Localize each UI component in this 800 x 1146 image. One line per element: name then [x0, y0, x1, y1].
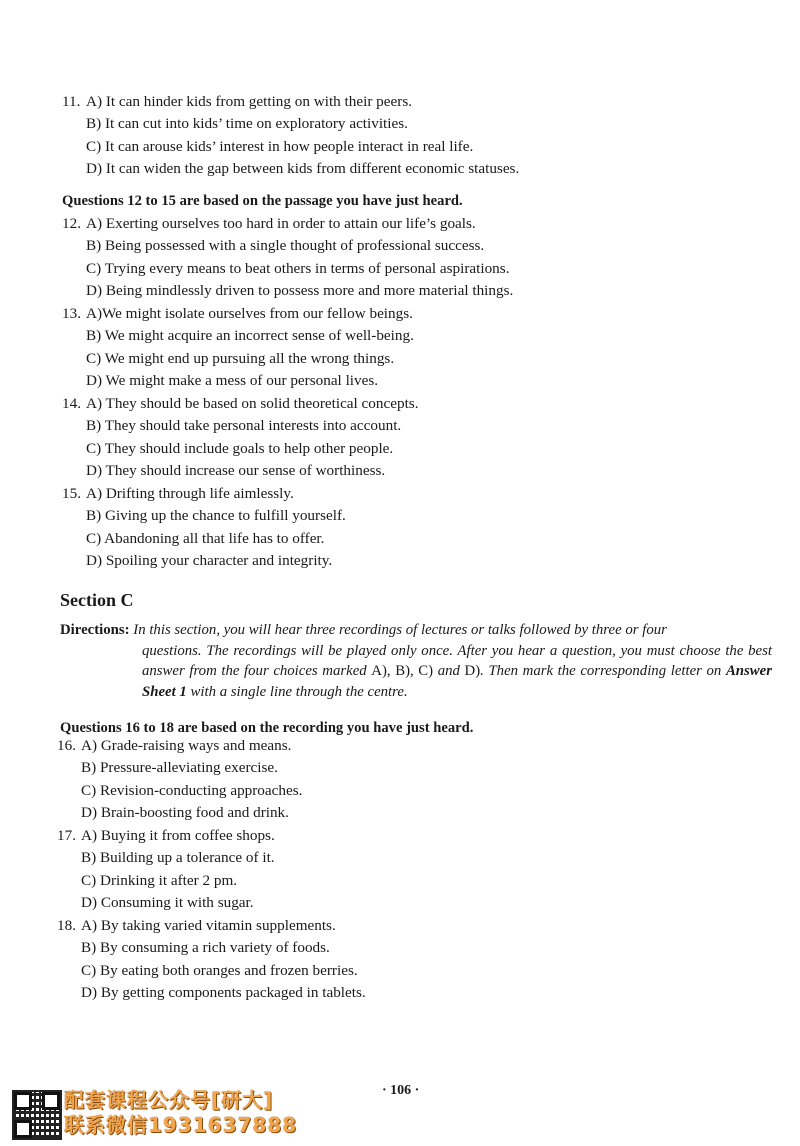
qr-finder-mark — [14, 1120, 32, 1138]
option-b: B) Building up a tolerance of it. — [81, 849, 275, 867]
option-a: A) They should be based on solid theoretical concepts. — [86, 395, 419, 412]
question-number: 13. — [62, 305, 81, 322]
option-a: A) Exerting ourselves too hard in order to attain our life’s goals. — [86, 215, 476, 232]
option-b: B) It can cut into kids’ time on exploratory activities. — [86, 115, 408, 133]
option-a: A) By taking varied vitamin supplements. — [81, 917, 336, 934]
option-c: C) Drinking it after 2 pm. — [81, 871, 238, 889]
directions-line-1: In this section, you will hear three recordings of lectures or talks followed by three or four — [133, 622, 667, 638]
qr-finder-mark — [14, 1092, 32, 1110]
question-number: 14. — [62, 395, 81, 412]
option-c: C) Trying every means to beat others in terms of personal aspirations. — [86, 259, 510, 277]
option-b: B) They should take personal interests into account. — [86, 417, 402, 435]
option-c: C) Revision-conducting approaches. — [81, 781, 303, 799]
option-a: A)We might isolate ourselves from our fellow beings. — [86, 305, 413, 322]
option-a: A) It can hinder kids from getting on with their peers. — [86, 93, 413, 110]
question-17 — [57, 825, 757, 915]
question-number: 15. — [62, 485, 81, 502]
option-d: D) Spoiling your character and integrity. — [86, 552, 333, 570]
directions-text-1: questions. The recordings will be played only once. After you hear a question, you must choose the best answer from the four choices marked — [142, 642, 772, 679]
option-b: B) Giving up the chance to fulfill yourself. — [86, 507, 346, 525]
question-number: 17. — [57, 827, 76, 844]
option-d: D) It can widen the gap between kids from different economic statuses. — [86, 160, 520, 178]
option-c: C) We might end up pursuing all the wrong things. — [86, 349, 395, 367]
section-c-directions — [60, 620, 772, 702]
option-d: D) They should increase our sense of worthiness. — [86, 462, 386, 480]
option-b: B) We might acquire an incorrect sense of well-being. — [86, 327, 414, 345]
option-c: C) It can arouse kids’ interest in how people interact in real life. — [86, 137, 474, 155]
question-number: 18. — [57, 917, 76, 934]
answer-sheet-label: Answer Sheet 1 — [142, 663, 772, 700]
choice-mark-d: D) — [464, 663, 481, 679]
question-15 — [62, 483, 762, 573]
question-11 — [62, 91, 762, 181]
option-b: B) By consuming a rich variety of foods. — [81, 939, 330, 957]
question-13 — [62, 303, 762, 393]
question-18 — [57, 915, 757, 1005]
option-a: A) Drifting through life aimlessly. — [86, 485, 294, 502]
option-c: C) By eating both oranges and frozen berries. — [81, 961, 358, 979]
question-14 — [62, 393, 762, 483]
option-d: D) Consuming it with sugar. — [81, 894, 254, 912]
watermark-line-2: 联系微信1931637888 — [64, 1113, 298, 1137]
option-b: B) Pressure-alleviating exercise. — [81, 759, 278, 777]
watermark-line-1: 配套课程公众号[研大] — [64, 1088, 274, 1112]
questions-16-18-header: Questions 16 to 18 are based on the recording you have just heard. — [60, 720, 474, 736]
questions-12-15-header: Questions 12 to 15 are based on the passage you have just heard. — [62, 193, 463, 209]
option-d: D) Brain-boosting food and drink. — [81, 804, 289, 822]
footer-watermark — [64, 1088, 314, 1140]
option-d: D) We might make a mess of our personal lives. — [86, 372, 379, 390]
option-d: D) Being mindlessly driven to possess more and more material things. — [86, 282, 514, 300]
directions-text-2: . Then mark the corresponding letter on — [480, 663, 726, 679]
directions-text-3: with a single line through the centre. — [186, 683, 408, 700]
directions-and: and — [433, 663, 465, 679]
question-number: 12. — [62, 215, 81, 232]
option-c: C) Abandoning all that life has to offer. — [86, 529, 325, 547]
page-number: · 106 · — [382, 1083, 420, 1098]
option-a: A) Buying it from coffee shops. — [81, 827, 275, 844]
qr-code-icon — [12, 1090, 62, 1140]
directions-label: Directions: — [60, 622, 130, 638]
directions-body — [60, 641, 772, 703]
option-a: A) Grade-raising ways and means. — [81, 737, 292, 754]
option-b: B) Being possessed with a single thought of professional success. — [86, 237, 485, 255]
question-12 — [62, 213, 762, 303]
question-number: 16. — [57, 737, 76, 754]
qr-finder-mark — [42, 1092, 60, 1110]
question-16 — [57, 735, 757, 825]
option-d: D) By getting components packaged in tablets. — [81, 984, 366, 1002]
option-c: C) They should include goals to help other people. — [86, 439, 394, 457]
question-number: 11. — [62, 93, 81, 110]
section-c-title: Section C — [60, 590, 134, 610]
choice-marks-abc: A), B), C) — [371, 663, 434, 679]
